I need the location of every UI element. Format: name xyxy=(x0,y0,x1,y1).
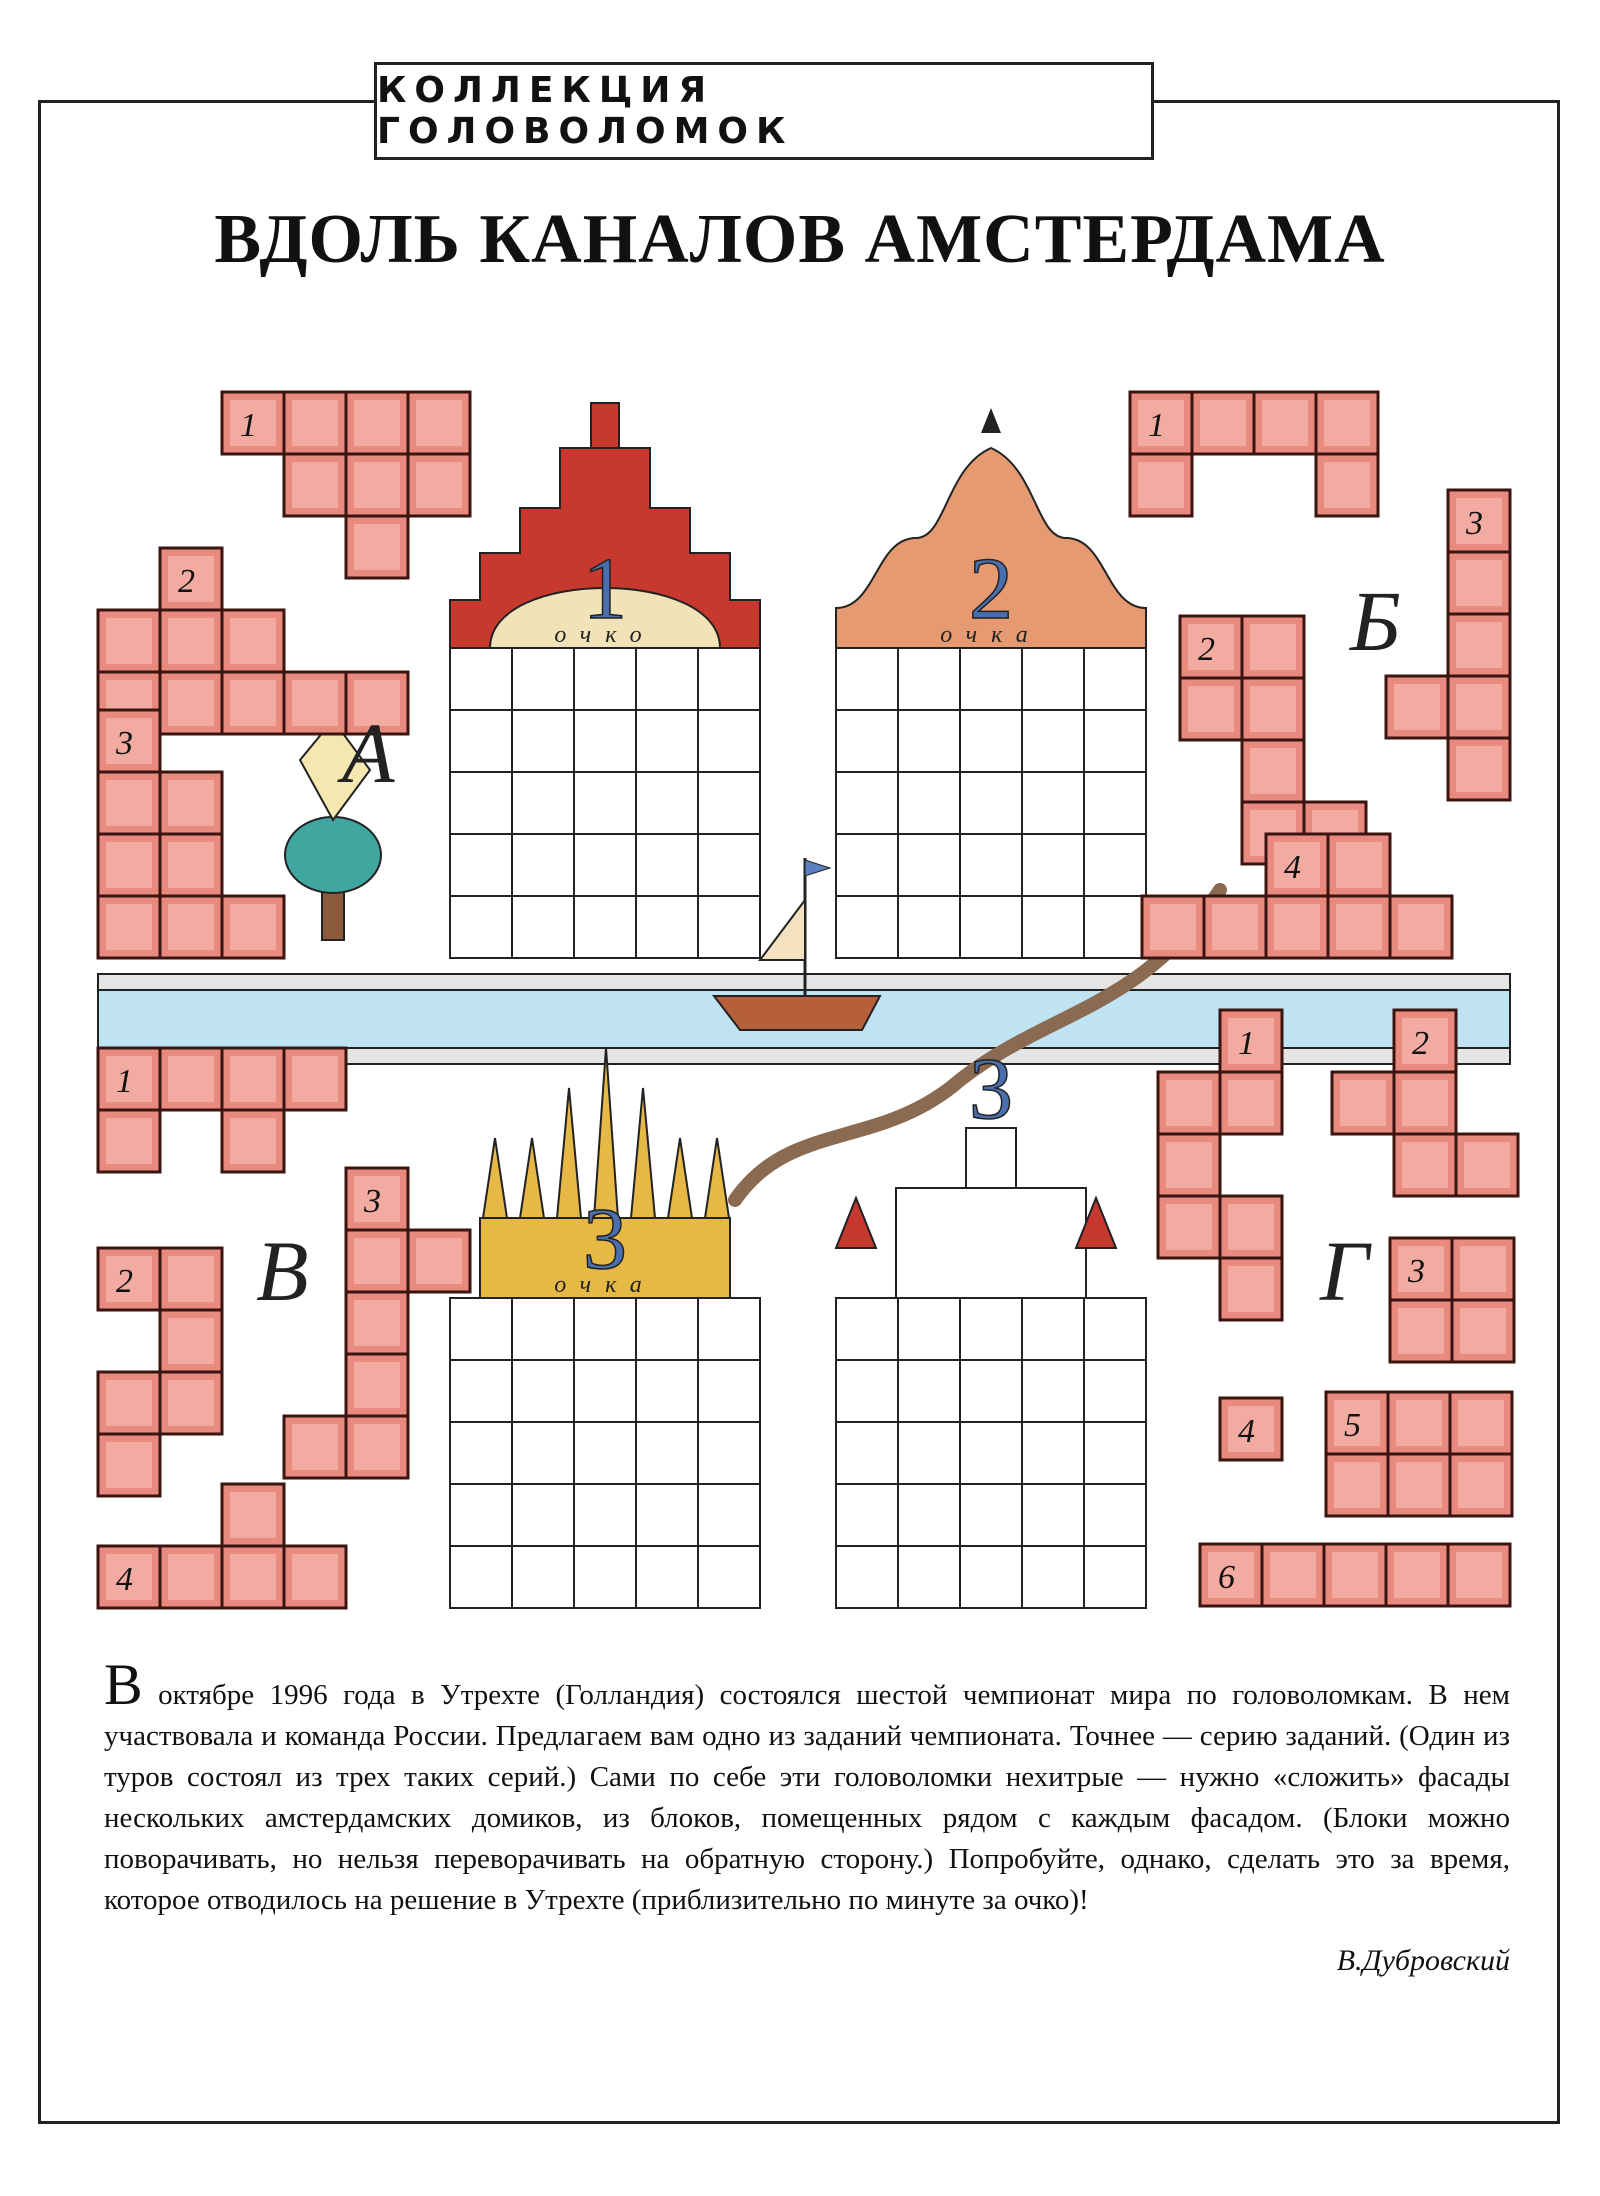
piece-tile-inner xyxy=(1270,1552,1316,1598)
grid-cell[interactable] xyxy=(450,772,512,834)
piece-tile-inner xyxy=(1340,1080,1386,1126)
grid-cell[interactable] xyxy=(960,772,1022,834)
grid-cell[interactable] xyxy=(698,1360,760,1422)
piece-tile-inner xyxy=(1402,1142,1448,1188)
piece-tile-inner xyxy=(168,1380,214,1426)
house-number: 1 xyxy=(583,541,627,638)
grid-cell-blocked[interactable] xyxy=(698,1484,760,1546)
piece-b-2[interactable] xyxy=(1180,616,1366,864)
grid-cell-blocked[interactable] xyxy=(698,834,760,896)
grid-cell[interactable] xyxy=(1022,834,1084,896)
puzzle-letter-a: А xyxy=(342,705,395,801)
grid-cell[interactable] xyxy=(960,1298,1022,1360)
grid-cell[interactable] xyxy=(512,772,574,834)
piece-tile-inner xyxy=(1460,1246,1506,1292)
piece-tile-inner xyxy=(1250,686,1296,732)
grid-cell[interactable] xyxy=(450,648,512,710)
grid-cell[interactable] xyxy=(898,1484,960,1546)
grid-cell[interactable] xyxy=(1022,1422,1084,1484)
piece-tile-inner xyxy=(354,1300,400,1346)
grid-cell[interactable] xyxy=(512,1484,574,1546)
grid-cell[interactable] xyxy=(1022,1298,1084,1360)
grid-cell[interactable] xyxy=(450,1360,512,1422)
piece-tile-inner xyxy=(1166,1142,1212,1188)
piece-c-3[interactable] xyxy=(284,1168,470,1478)
piece-tile-inner xyxy=(1456,746,1502,792)
piece-tile-inner xyxy=(106,904,152,950)
grid-cell[interactable] xyxy=(1022,1360,1084,1422)
piece-tile-inner xyxy=(1228,1080,1274,1126)
piece-tile-inner xyxy=(168,1554,214,1600)
piece-tile-inner xyxy=(230,1056,276,1102)
piece-a-3[interactable] xyxy=(98,710,284,958)
grid-cell[interactable] xyxy=(960,896,1022,958)
grid-cell[interactable] xyxy=(574,1422,636,1484)
roof-spire xyxy=(520,1138,544,1218)
puzzle-letter-c: В xyxy=(256,1223,309,1319)
piece-tile-inner xyxy=(354,462,400,508)
grid-cell[interactable] xyxy=(574,1360,636,1422)
piece-tile-inner xyxy=(168,904,214,950)
grid-cell-blocked[interactable] xyxy=(960,834,1022,896)
piece-tile-inner xyxy=(1456,1552,1502,1598)
piece-tile-inner xyxy=(230,1492,276,1538)
house-number: 2 xyxy=(969,541,1013,638)
piece-tile-inner xyxy=(1200,400,1246,446)
roof-turret xyxy=(836,1198,876,1248)
piece-tile-inner xyxy=(354,524,400,570)
piece-number: 2 xyxy=(178,563,195,600)
grid-cell[interactable] xyxy=(960,710,1022,772)
piece-number: 4 xyxy=(1284,849,1301,886)
grid-cell[interactable] xyxy=(898,648,960,710)
piece-number: 1 xyxy=(1238,1025,1255,1062)
piece-d-4[interactable] xyxy=(1220,1398,1282,1460)
grid-cell[interactable] xyxy=(450,896,512,958)
grid-cell[interactable] xyxy=(636,896,698,958)
grid-cell[interactable] xyxy=(574,710,636,772)
article-body: октябре 1996 года в Утрехте (Голландия) состоялся шестой чемпионат мира по головоломкам. В нем участвовала и команда России. Предлагаем вам одно из заданий чемпионата. Точнее — серию заданий. (Один из туров состоял из трех таких серий.) Сами по себе эти головоломки нехитрые — нужно «сложить» фасады нескольких амстердамских домиков, из блоков, помещенных рядом с каждым фасадом. (Блоки можно поворачивать, но нельзя переворачивать на обратную сторону.) Попробуйте, однако, сделать это за время, которое отводилось на решение в Утрехте (приблизительно по минуте за очко)! xyxy=(104,1679,1510,1916)
grid-cell[interactable] xyxy=(1022,1546,1084,1608)
piece-tile-inner xyxy=(1262,400,1308,446)
piece-d-5[interactable] xyxy=(1326,1392,1512,1516)
grid-cell[interactable] xyxy=(1084,648,1146,710)
grid-cell[interactable] xyxy=(836,1360,898,1422)
puzzle-letter-b: Б xyxy=(1350,573,1401,669)
piece-tile-inner xyxy=(106,842,152,888)
piece-tile-inner xyxy=(1394,1552,1440,1598)
piece-tile-inner xyxy=(1250,748,1296,794)
piece-tile-inner xyxy=(1324,400,1370,446)
grid-cell[interactable] xyxy=(836,1546,898,1608)
piece-d-6[interactable] xyxy=(1200,1544,1510,1606)
piece-tile-inner xyxy=(292,1056,338,1102)
grid-cell[interactable] xyxy=(960,1484,1022,1546)
grid-cell[interactable] xyxy=(450,1546,512,1608)
piece-tile-inner xyxy=(1166,1204,1212,1250)
grid-cell[interactable] xyxy=(1084,1298,1146,1360)
grid-cell[interactable] xyxy=(698,896,760,958)
roof-spire xyxy=(557,1088,581,1218)
roof-crown xyxy=(591,403,619,448)
section-header-label: КОЛЛЕКЦИЯ ГОЛОВОЛОМОК xyxy=(377,70,794,152)
piece-number: 3 xyxy=(116,725,133,762)
piece-tile-inner xyxy=(292,1554,338,1600)
grid-cell[interactable] xyxy=(960,1422,1022,1484)
grid-cell[interactable] xyxy=(960,1360,1022,1422)
grid-cell[interactable] xyxy=(698,710,760,772)
grid-cell[interactable] xyxy=(836,710,898,772)
grid-cell[interactable] xyxy=(836,834,898,896)
house-number: 3 xyxy=(969,1041,1013,1138)
house-points-label: очко xyxy=(554,622,656,648)
piece-tile-inner xyxy=(354,1238,400,1284)
piece-tile-inner xyxy=(1324,462,1370,508)
grid-cell[interactable] xyxy=(836,772,898,834)
author-signature: В.Дубровский xyxy=(1336,1944,1510,1977)
grid-cell[interactable] xyxy=(836,896,898,958)
grid-cell[interactable] xyxy=(636,772,698,834)
grid-cell[interactable] xyxy=(898,896,960,958)
piece-tile-inner xyxy=(1460,1308,1506,1354)
grid-cell-blocked[interactable] xyxy=(898,1360,960,1422)
piece-tile-inner xyxy=(1228,1266,1274,1312)
roof-spire xyxy=(668,1138,692,1218)
grid-cell[interactable] xyxy=(574,834,636,896)
piece-number: 2 xyxy=(116,1263,133,1300)
piece-number: 1 xyxy=(116,1063,133,1100)
piece-tile-inner xyxy=(354,1362,400,1408)
piece-tile-inner xyxy=(168,780,214,826)
piece-b-3[interactable] xyxy=(1386,490,1510,800)
grid-cell[interactable] xyxy=(836,1484,898,1546)
piece-number: 2 xyxy=(1412,1025,1429,1062)
page-title: ВДОЛЬ КАНАЛОВ АМСТЕРДАМА xyxy=(214,201,1386,278)
piece-tile-inner xyxy=(292,680,338,726)
grid-cell[interactable] xyxy=(698,1298,760,1360)
grid-cell[interactable] xyxy=(574,896,636,958)
grid-cell[interactable] xyxy=(1084,1360,1146,1422)
piece-tile-inner xyxy=(1336,904,1382,950)
piece-tile-inner xyxy=(168,680,214,726)
house-points-label: очка xyxy=(940,622,1042,648)
grid-cell[interactable] xyxy=(512,1546,574,1608)
piece-tile-inner xyxy=(416,400,462,446)
grid-cell[interactable] xyxy=(450,1298,512,1360)
grid-cell[interactable] xyxy=(898,710,960,772)
grid-cell[interactable] xyxy=(450,710,512,772)
grid-cell[interactable] xyxy=(512,896,574,958)
piece-tile-inner xyxy=(416,1238,462,1284)
piece-tile-inner xyxy=(106,1118,152,1164)
piece-tile-inner xyxy=(292,462,338,508)
grid-cell[interactable] xyxy=(898,1546,960,1608)
grid-cell[interactable] xyxy=(636,710,698,772)
grid-cell[interactable] xyxy=(1022,896,1084,958)
grid-cell[interactable] xyxy=(450,834,512,896)
piece-tile-inner xyxy=(1458,1462,1504,1508)
roof-spire xyxy=(631,1088,655,1218)
grid-cell[interactable] xyxy=(898,834,960,896)
grid-cell[interactable] xyxy=(574,1484,636,1546)
piece-tile-inner xyxy=(1150,904,1196,950)
grid-cell[interactable] xyxy=(636,1546,698,1608)
grid-cell[interactable] xyxy=(698,1546,760,1608)
piece-number: 3 xyxy=(1466,505,1483,542)
piece-tile-inner xyxy=(1188,686,1234,732)
piece-tile-inner xyxy=(168,618,214,664)
piece-tile-inner xyxy=(1274,904,1320,950)
piece-c-4[interactable] xyxy=(98,1484,346,1608)
grid-cell[interactable] xyxy=(1084,1546,1146,1608)
piece-tile-inner xyxy=(230,1554,276,1600)
piece-tile-inner xyxy=(1456,622,1502,668)
piece-tile-inner xyxy=(1138,462,1184,508)
house-c xyxy=(450,1048,760,1608)
piece-number: 5 xyxy=(1344,1407,1361,1444)
drop-cap: В xyxy=(104,1652,143,1717)
grid-cell[interactable] xyxy=(1084,834,1146,896)
piece-number: 1 xyxy=(240,407,257,444)
piece-tile-inner xyxy=(1396,1400,1442,1446)
grid-cell[interactable] xyxy=(512,710,574,772)
piece-number: 3 xyxy=(1408,1253,1425,1290)
piece-tile-inner xyxy=(230,904,276,950)
house-points-label: очка xyxy=(554,1272,656,1298)
piece-number: 4 xyxy=(1238,1413,1255,1450)
piece-tile-inner xyxy=(1166,1080,1212,1126)
piece-a-1[interactable] xyxy=(222,392,470,578)
piece-tile-inner xyxy=(230,618,276,664)
grid-cell[interactable] xyxy=(512,1298,574,1360)
house-roof xyxy=(896,1188,1086,1298)
house-a xyxy=(450,403,760,958)
piece-tile-inner xyxy=(1456,684,1502,730)
grid-cell[interactable] xyxy=(698,1422,760,1484)
piece-tile-inner xyxy=(416,462,462,508)
piece-d-3[interactable] xyxy=(1390,1238,1514,1362)
piece-number: 6 xyxy=(1218,1559,1235,1596)
grid-cell[interactable] xyxy=(636,1298,698,1360)
piece-c-2[interactable] xyxy=(98,1248,222,1496)
grid-cell[interactable] xyxy=(898,1422,960,1484)
grid-cell[interactable] xyxy=(836,1298,898,1360)
piece-tile-inner xyxy=(230,1118,276,1164)
grid-cell[interactable] xyxy=(574,1298,636,1360)
grid-cell[interactable] xyxy=(1084,772,1146,834)
grid-cell[interactable] xyxy=(574,1546,636,1608)
piece-tile-inner xyxy=(106,1442,152,1488)
grid-cell[interactable] xyxy=(574,772,636,834)
piece-tile-inner xyxy=(1398,1308,1444,1354)
piece-tile-inner xyxy=(230,680,276,726)
piece-tile-inner xyxy=(354,400,400,446)
piece-tile-inner xyxy=(354,1424,400,1470)
piece-tile-inner xyxy=(292,1424,338,1470)
piece-c-1[interactable] xyxy=(98,1048,346,1172)
piece-tile-inner xyxy=(1394,684,1440,730)
piece-tile-inner xyxy=(106,1380,152,1426)
piece-tile-inner xyxy=(168,1256,214,1302)
grid-cell[interactable] xyxy=(450,1422,512,1484)
article-text xyxy=(104,1652,1510,1921)
grid-cell[interactable] xyxy=(636,1360,698,1422)
grid-cell[interactable] xyxy=(1022,1484,1084,1546)
grid-cell[interactable] xyxy=(836,648,898,710)
grid-cell[interactable] xyxy=(512,834,574,896)
piece-number: 4 xyxy=(116,1561,133,1598)
grid-cell[interactable] xyxy=(1084,1422,1146,1484)
piece-b-4[interactable] xyxy=(1142,834,1452,958)
piece-tile-inner xyxy=(1250,624,1296,670)
piece-tile-inner xyxy=(1398,904,1444,950)
piece-b-1[interactable] xyxy=(1130,392,1378,516)
grid-cell[interactable] xyxy=(512,1360,574,1422)
piece-tile-inner xyxy=(1332,1552,1378,1598)
grid-cell[interactable] xyxy=(450,1484,512,1546)
grid-cell[interactable] xyxy=(698,772,760,834)
puzzle-letter-d: Г xyxy=(1320,1223,1369,1319)
grid-cell[interactable] xyxy=(1022,710,1084,772)
grid-cell[interactable] xyxy=(1084,896,1146,958)
piece-tile-inner xyxy=(1402,1080,1448,1126)
piece-tile-inner xyxy=(1396,1462,1442,1508)
piece-tile-inner xyxy=(1456,560,1502,606)
grid-cell[interactable] xyxy=(1084,1484,1146,1546)
piece-tile-inner xyxy=(1334,1462,1380,1508)
piece-number: 1 xyxy=(1148,407,1165,444)
piece-tile-inner xyxy=(106,618,152,664)
roof-spire xyxy=(483,1138,507,1218)
piece-tile-inner xyxy=(1228,1204,1274,1250)
piece-number: 2 xyxy=(1198,631,1215,668)
grid-cell[interactable] xyxy=(960,648,1022,710)
grid-cell[interactable] xyxy=(512,648,574,710)
grid-cell[interactable] xyxy=(1022,648,1084,710)
piece-tile-inner xyxy=(1212,904,1258,950)
piece-number: 3 xyxy=(364,1183,381,1220)
grid-cell[interactable] xyxy=(512,1422,574,1484)
grid-cell[interactable] xyxy=(636,834,698,896)
house-number: 3 xyxy=(583,1191,627,1288)
grid-cell[interactable] xyxy=(898,1298,960,1360)
grid-cell[interactable] xyxy=(574,648,636,710)
piece-tile-inner xyxy=(168,1056,214,1102)
grid-cell[interactable] xyxy=(636,1484,698,1546)
piece-tile-inner xyxy=(168,1318,214,1364)
grid-cell[interactable] xyxy=(698,648,760,710)
grid-cell[interactable] xyxy=(1022,772,1084,834)
grid-cell[interactable] xyxy=(960,1546,1022,1608)
grid-cell[interactable] xyxy=(1084,710,1146,772)
piece-tile-inner xyxy=(1336,842,1382,888)
grid-cell[interactable] xyxy=(636,1422,698,1484)
roof-spire xyxy=(705,1138,729,1218)
grid-cell[interactable] xyxy=(636,648,698,710)
grid-cell[interactable] xyxy=(836,1422,898,1484)
piece-tile-inner xyxy=(1458,1400,1504,1446)
piece-tile-inner xyxy=(1464,1142,1510,1188)
piece-tile-inner xyxy=(168,842,214,888)
piece-tile-inner xyxy=(106,780,152,826)
roof-finial xyxy=(981,408,1001,433)
grid-cell[interactable] xyxy=(898,772,960,834)
piece-tile-inner xyxy=(292,400,338,446)
house-b xyxy=(836,408,1146,958)
